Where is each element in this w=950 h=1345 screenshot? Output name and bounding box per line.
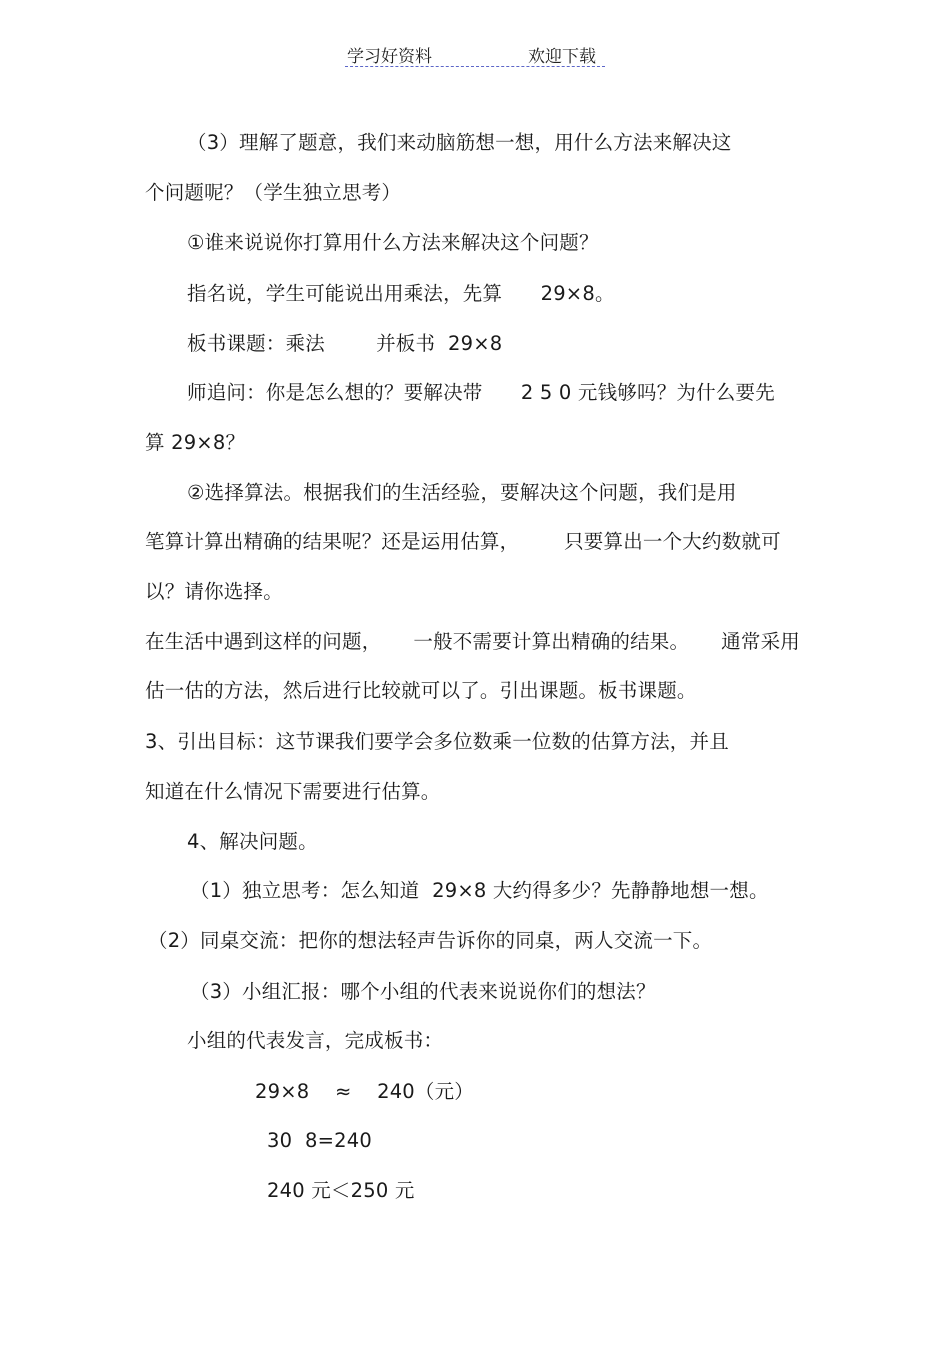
board-line: 240 元＜250 元 xyxy=(267,1179,415,1202)
paragraph-line: 估一估的方法，然后进行比较就可以了。引出课题。板书课题。 xyxy=(145,679,697,702)
paragraph-line: 指名说，学生可能说出用乘法，先算 29×8。 xyxy=(187,282,615,305)
paragraph-line: 知道在什么情况下需要进行估算。 xyxy=(145,780,441,803)
header-right-text: 欢迎下载 xyxy=(528,47,596,67)
paragraph-line: （3）理解了题意，我们来动脑筋想一想，用什么方法来解决这 xyxy=(187,131,732,154)
paragraph-line: 3、引出目标：这节课我们要学会多位数乘一位数的估算方法，并且 xyxy=(145,730,729,753)
paragraph-line: （2）同桌交流：把你的想法轻声告诉你的同桌，两人交流一下。 xyxy=(148,929,713,952)
paragraph-line: （3）小组汇报：哪个小组的代表来说说你们的想法？ xyxy=(190,980,656,1003)
paragraph-line: 个问题呢？（学生独立思考） xyxy=(145,181,402,204)
paragraph-line: 算 29×8？ xyxy=(145,431,246,454)
paragraph-line: 板书课题：乘法 并板书 29×8 xyxy=(187,332,503,355)
paragraph-line: ②选择算法。根据我们的生活经验，要解决这个问题，我们是用 xyxy=(187,481,737,504)
paragraph-line: 以？请你选择。 xyxy=(145,580,283,603)
paragraph-line: 4、解决问题。 xyxy=(187,830,318,853)
header-left-text: 学习好资料 xyxy=(347,47,432,67)
paragraph-line: 笔算计算出精确的结果呢？还是运用估算， 只要算出一个大约数就可 xyxy=(145,530,781,553)
board-line: 29×8 ≈ 240（元） xyxy=(255,1080,475,1103)
paragraph-line: （1）独立思考：怎么知道 29×8 大约得多少？先静静地想一想。 xyxy=(190,879,769,902)
page-header xyxy=(345,40,605,67)
paragraph-line: 在生活中遇到这样的问题， 一般不需要计算出精确的结果。 通常采用 xyxy=(145,630,800,653)
board-line: 30 8=240 xyxy=(267,1129,372,1152)
paragraph-line: ①谁来说说你打算用什么方法来解决这个问题？ xyxy=(187,231,599,254)
paragraph-line: 师追问：你是怎么想的？要解决带 2 5 0 元钱够吗？为什么要先 xyxy=(187,381,775,404)
paragraph-line: 小组的代表发言，完成板书： xyxy=(187,1029,444,1052)
